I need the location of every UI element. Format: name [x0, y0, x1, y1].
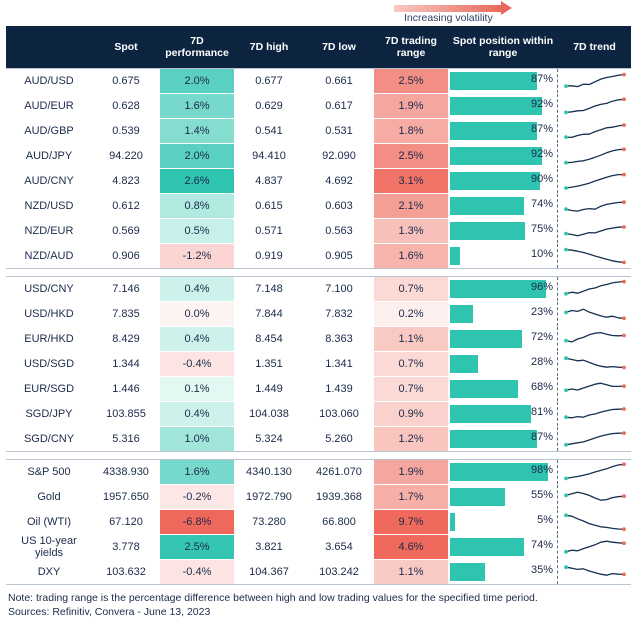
cell-low: 8.363 [304, 327, 374, 352]
cell-low: 4.692 [304, 169, 374, 194]
cell-high: 7.844 [234, 302, 304, 327]
cell-low: 0.563 [304, 219, 374, 244]
cell-performance: 1.0% [160, 427, 234, 452]
row-label: NZD/AUD [6, 244, 92, 269]
cell-performance: 2.5% [160, 535, 234, 560]
table-row [6, 535, 631, 560]
row-label: AUD/CNY [6, 169, 92, 194]
cell-trading-range: 1.3% [374, 219, 448, 244]
cell-trend-sparkline [558, 244, 631, 269]
cell-spot: 8.429 [92, 327, 160, 352]
cell-spot-position: 87% [448, 427, 558, 452]
cell-trend-sparkline [558, 327, 631, 352]
cell-trading-range: 1.8% [374, 119, 448, 144]
cell-trend-sparkline [558, 144, 631, 169]
row-label: EUR/SGD [6, 377, 92, 402]
cell-low: 4261.070 [304, 460, 374, 485]
table-row [6, 244, 631, 269]
cell-performance: 1.4% [160, 119, 234, 144]
cell-spot: 103.632 [92, 560, 160, 585]
row-label: AUD/JPY [6, 144, 92, 169]
cell-trading-range: 4.6% [374, 535, 448, 560]
note-trading-range: Note: trading range is the percentage difference between high and low trading values for the specified time period. [8, 592, 538, 604]
cell-performance: -6.8% [160, 510, 234, 535]
cell-high: 0.919 [234, 244, 304, 269]
cell-performance: -0.2% [160, 485, 234, 510]
cell-high: 7.148 [234, 277, 304, 302]
cell-high: 104.367 [234, 560, 304, 585]
cell-trading-range: 1.1% [374, 327, 448, 352]
column-header-range: 7D trading range [374, 26, 448, 69]
cell-low: 1.341 [304, 352, 374, 377]
cell-spot: 0.612 [92, 194, 160, 219]
cell-spot: 0.569 [92, 219, 160, 244]
column-header-instrument [6, 26, 92, 69]
cell-low: 3.654 [304, 535, 374, 560]
cell-high: 1972.790 [234, 485, 304, 510]
cell-performance: -0.4% [160, 352, 234, 377]
cell-trend-sparkline [558, 169, 631, 194]
row-label: AUD/GBP [6, 119, 92, 144]
cell-performance: 2.0% [160, 69, 234, 94]
row-label: NZD/USD [6, 194, 92, 219]
cell-high: 0.629 [234, 94, 304, 119]
cell-low: 0.531 [304, 119, 374, 144]
cell-trend-sparkline [558, 377, 631, 402]
cell-low: 7.100 [304, 277, 374, 302]
row-label: Gold [6, 485, 92, 510]
cell-performance: 0.1% [160, 377, 234, 402]
cell-trading-range: 2.5% [374, 69, 448, 94]
cell-low: 1939.368 [304, 485, 374, 510]
cell-trading-range: 1.9% [374, 460, 448, 485]
cell-trading-range: 2.5% [374, 144, 448, 169]
cell-spot-position: 92% [448, 144, 558, 169]
table-row [6, 119, 631, 144]
table-row [6, 194, 631, 219]
cell-trend-sparkline [558, 485, 631, 510]
row-label: NZD/EUR [6, 219, 92, 244]
cell-performance: 0.0% [160, 302, 234, 327]
volatility-legend-label: Increasing volatility [404, 12, 493, 24]
cell-trend-sparkline [558, 352, 631, 377]
cell-trend-sparkline [558, 302, 631, 327]
table-row [6, 219, 631, 244]
table-row [6, 510, 631, 535]
cell-performance: 1.6% [160, 94, 234, 119]
column-header-low: 7D low [304, 26, 374, 69]
table-row [6, 69, 631, 94]
cell-high: 73.280 [234, 510, 304, 535]
cell-trading-range: 1.1% [374, 560, 448, 585]
volatility-arrow-icon [501, 1, 512, 15]
cell-trading-range: 9.7% [374, 510, 448, 535]
cell-low: 0.603 [304, 194, 374, 219]
cell-trend-sparkline [558, 535, 631, 560]
cell-trend-sparkline [558, 560, 631, 585]
cell-spot: 0.539 [92, 119, 160, 144]
cell-spot-position: 74% [448, 535, 558, 560]
cell-performance: -0.4% [160, 560, 234, 585]
group-separator [6, 269, 631, 277]
column-header-performance: 7D performance [160, 26, 234, 69]
cell-high: 4.837 [234, 169, 304, 194]
row-label: USD/HKD [6, 302, 92, 327]
row-label: USD/CNY [6, 277, 92, 302]
cell-low: 0.617 [304, 94, 374, 119]
cell-spot-position: 90% [448, 169, 558, 194]
cell-spot-position: 96% [448, 277, 558, 302]
cell-trading-range: 1.9% [374, 94, 448, 119]
cell-spot-position: 92% [448, 94, 558, 119]
cell-trading-range: 0.2% [374, 302, 448, 327]
cell-performance: 2.0% [160, 144, 234, 169]
column-header-position: Spot position within range [448, 26, 558, 69]
cell-spot: 0.906 [92, 244, 160, 269]
cell-performance: 1.6% [160, 460, 234, 485]
cell-spot: 5.316 [92, 427, 160, 452]
cell-low: 0.661 [304, 69, 374, 94]
cell-spot-position: 28% [448, 352, 558, 377]
cell-performance: 0.4% [160, 402, 234, 427]
table-body [6, 69, 631, 585]
cell-low: 5.260 [304, 427, 374, 452]
cell-trend-sparkline [558, 69, 631, 94]
cell-trend-sparkline [558, 94, 631, 119]
group-separator-cell [6, 269, 631, 277]
cell-spot: 1.446 [92, 377, 160, 402]
cell-trading-range: 0.7% [374, 352, 448, 377]
cell-spot: 1.344 [92, 352, 160, 377]
cell-spot: 7.835 [92, 302, 160, 327]
column-header-high: 7D high [234, 26, 304, 69]
cell-low: 92.090 [304, 144, 374, 169]
row-label: S&P 500 [6, 460, 92, 485]
cell-high: 0.541 [234, 119, 304, 144]
cell-spot: 4338.930 [92, 460, 160, 485]
cell-spot-position: 81% [448, 402, 558, 427]
row-label: SGD/JPY [6, 402, 92, 427]
cell-spot-position: 10% [448, 244, 558, 269]
cell-trend-sparkline [558, 277, 631, 302]
group-separator [6, 452, 631, 460]
cell-performance: 0.4% [160, 277, 234, 302]
cell-high: 4340.130 [234, 460, 304, 485]
cell-high: 1.449 [234, 377, 304, 402]
table-header [6, 26, 631, 69]
row-label: USD/SGD [6, 352, 92, 377]
cell-trading-range: 0.7% [374, 277, 448, 302]
cell-spot-position: 75% [448, 219, 558, 244]
cell-high: 3.821 [234, 535, 304, 560]
volatility-gradient-bar [394, 5, 502, 12]
cell-low: 1.439 [304, 377, 374, 402]
cell-spot: 94.220 [92, 144, 160, 169]
row-label: EUR/HKD [6, 327, 92, 352]
cell-low: 7.832 [304, 302, 374, 327]
cell-trend-sparkline [558, 510, 631, 535]
row-label: US 10-year yields [6, 535, 92, 560]
cell-spot-position: 98% [448, 460, 558, 485]
group-separator-cell [6, 452, 631, 460]
row-label: SGD/CNY [6, 427, 92, 452]
table-row [6, 327, 631, 352]
cell-spot-position: 5% [448, 510, 558, 535]
cell-trading-range: 1.7% [374, 485, 448, 510]
table-row [6, 277, 631, 302]
cell-spot-position: 74% [448, 194, 558, 219]
cell-trading-range: 3.1% [374, 169, 448, 194]
cell-high: 8.454 [234, 327, 304, 352]
cell-trend-sparkline [558, 402, 631, 427]
cell-trading-range: 1.6% [374, 244, 448, 269]
volatility-legend [6, 0, 631, 26]
cell-spot: 103.855 [92, 402, 160, 427]
cell-trading-range: 0.7% [374, 377, 448, 402]
cell-high: 0.615 [234, 194, 304, 219]
cell-trading-range: 0.9% [374, 402, 448, 427]
cell-spot: 4.823 [92, 169, 160, 194]
table-row [6, 427, 631, 452]
cell-high: 5.324 [234, 427, 304, 452]
cell-low: 103.060 [304, 402, 374, 427]
table-row [6, 460, 631, 485]
cell-spot: 67.120 [92, 510, 160, 535]
cell-high: 94.410 [234, 144, 304, 169]
cell-performance: 0.8% [160, 194, 234, 219]
cell-spot: 3.778 [92, 535, 160, 560]
table-row [6, 560, 631, 585]
cell-performance: -1.2% [160, 244, 234, 269]
cell-spot-position: 55% [448, 485, 558, 510]
cell-high: 0.571 [234, 219, 304, 244]
cell-trading-range: 1.2% [374, 427, 448, 452]
cell-high: 104.038 [234, 402, 304, 427]
row-label: DXY [6, 560, 92, 585]
table-row [6, 352, 631, 377]
market-table [6, 26, 631, 585]
column-header-spot: Spot [92, 26, 160, 69]
cell-low: 103.242 [304, 560, 374, 585]
row-label: AUD/EUR [6, 94, 92, 119]
note-sources: Sources: Refinitiv, Convera - June 13, 2023 [8, 606, 211, 619]
cell-spot: 0.675 [92, 69, 160, 94]
cell-spot-position: 35% [448, 560, 558, 585]
column-header-trend: 7D trend [558, 26, 631, 69]
cell-spot-position: 23% [448, 302, 558, 327]
cell-performance: 0.4% [160, 327, 234, 352]
cell-spot-position: 87% [448, 119, 558, 144]
cell-spot-position: 68% [448, 377, 558, 402]
table-row [6, 485, 631, 510]
cell-high: 0.677 [234, 69, 304, 94]
table-row [6, 94, 631, 119]
cell-spot: 1957.650 [92, 485, 160, 510]
cell-low: 66.800 [304, 510, 374, 535]
cell-trend-sparkline [558, 427, 631, 452]
cell-spot: 0.628 [92, 94, 160, 119]
row-label: AUD/USD [6, 69, 92, 94]
cell-high: 1.351 [234, 352, 304, 377]
table-row [6, 402, 631, 427]
table-row [6, 169, 631, 194]
cell-trend-sparkline [558, 460, 631, 485]
cell-spot-position: 87% [448, 69, 558, 94]
cell-performance: 0.5% [160, 219, 234, 244]
table-row [6, 144, 631, 169]
cell-spot: 7.146 [92, 277, 160, 302]
cell-low: 0.905 [304, 244, 374, 269]
cell-performance: 2.6% [160, 169, 234, 194]
table-row [6, 377, 631, 402]
cell-trend-sparkline [558, 194, 631, 219]
row-label: Oil (WTI) [6, 510, 92, 535]
footnotes [6, 591, 631, 619]
cell-trend-sparkline [558, 219, 631, 244]
cell-spot-position: 72% [448, 327, 558, 352]
table-row [6, 302, 631, 327]
cell-trading-range: 2.1% [374, 194, 448, 219]
cell-trend-sparkline [558, 119, 631, 144]
